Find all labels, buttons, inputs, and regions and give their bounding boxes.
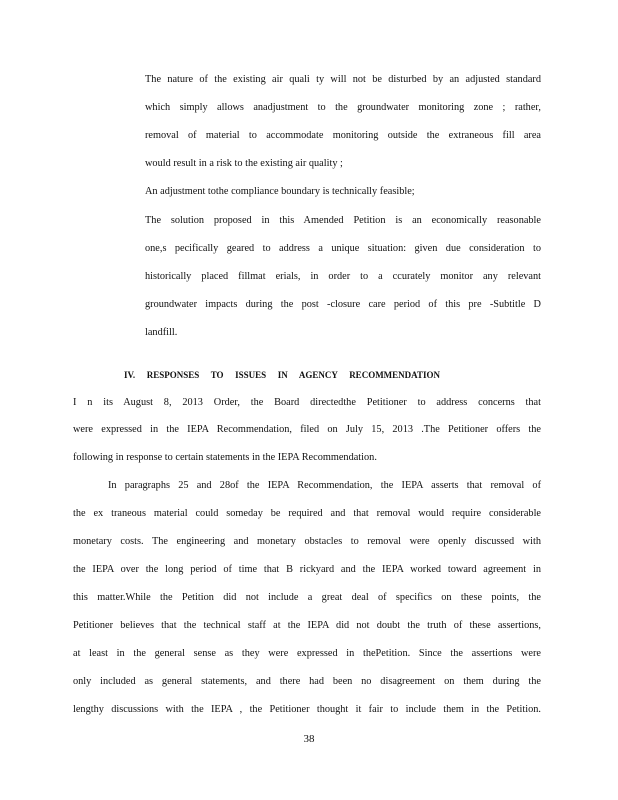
paragraph-2-line-3: monetary costs. The engineering and monetary obstacles to removal were openly discussed with bbox=[73, 536, 541, 547]
heading-word: IN bbox=[277, 370, 288, 380]
paragraph-1-line-1: I n its August 8, 2013 Order, the Board directedthe Petitioner to address concerns that bbox=[73, 397, 541, 408]
bullet-1-line-4: would result in a risk to the existing air quality ; bbox=[145, 158, 343, 169]
paragraph-2-line-2: the ex traneous material could someday be required and that removal would require considerable bbox=[73, 508, 541, 519]
paragraph-2-line-6: Petitioner believes that the technical staff at the IEPA did not doubt the truth of these assertions, bbox=[73, 620, 541, 631]
paragraph-1-line-3: following in response to certain statements in the IEPA Recommendation. bbox=[73, 452, 377, 463]
bullet-3-line-3: historically placed fillmat erials, in order to a ccurately monitor any relevant bbox=[145, 271, 541, 282]
page-number: 38 bbox=[303, 733, 315, 745]
heading-word: TO bbox=[210, 370, 224, 380]
bullet-3-line-4: groundwater impacts during the post -closure care period of this pre -Subtitle D bbox=[145, 299, 541, 310]
paragraph-2-line-9: lengthy discussions with the IEPA , the Petitioner thought it fair to include them in the Petition. bbox=[73, 704, 541, 715]
paragraph-2-line-5: this matter.While the Petition did not include a great deal of specifics on these points, the bbox=[73, 592, 541, 603]
heading-word: ISSUES bbox=[235, 370, 267, 380]
section-number: IV. bbox=[124, 370, 136, 380]
paragraph-2-line-7: at least in the general sense as they were expressed in thePetition. Since the assertions were bbox=[73, 648, 541, 659]
bullet-1-line-2: which simply allows anadjustment to the groundwater monitoring zone ; rather, bbox=[145, 102, 541, 113]
bullet-3-line-1: The solution proposed in this Amended Petition is an economically reasonable bbox=[145, 215, 541, 226]
bullet-3-line-2: one,s pecifically geared to address a unique situation: given due consideration to bbox=[145, 243, 541, 254]
heading-word: RESPONSES bbox=[146, 370, 200, 380]
paragraph-1-line-2: were expressed in the IEPA Recommendation, filed on July 15, 2013 .The Petitioner offers the bbox=[73, 424, 541, 435]
heading-word: AGENCY bbox=[298, 370, 338, 380]
bullet-3-line-5: landfill. bbox=[145, 327, 178, 338]
bullet-2-line-1: An adjustment tothe compliance boundary is technically feasible; bbox=[145, 186, 415, 197]
bullet-1-line-1: The nature of the existing air quali ty will not be disturbed by an adjusted standard bbox=[145, 74, 541, 85]
paragraph-2-line-8: only included as general statements, and there had been no disagreement on them during the bbox=[73, 676, 541, 687]
section-heading bbox=[124, 369, 440, 381]
paragraph-2-line-4: the IEPA over the long period of time that B rickyard and the IEPA worked toward agreement in bbox=[73, 564, 541, 575]
heading-word: RECOMMENDATION bbox=[349, 370, 441, 380]
paragraph-2-line-1: In paragraphs 25 and 28of the IEPA Recommendation, the IEPA asserts that removal of bbox=[108, 480, 541, 491]
bullet-1-line-3: removal of material to accommodate monitoring outside the extraneous fill area bbox=[145, 130, 541, 141]
